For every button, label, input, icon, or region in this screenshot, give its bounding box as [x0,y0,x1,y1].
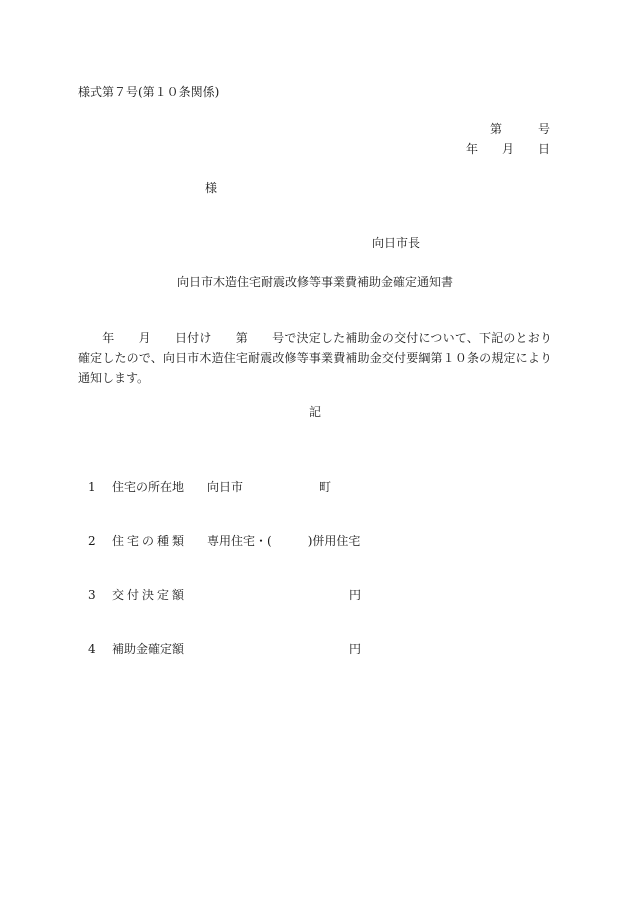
issuer: 向日市長 [372,236,421,250]
item-number: 3 [88,588,96,602]
item-label: 交付決定額 [112,588,184,602]
item-label: 補助金確定額 [112,642,185,656]
recipient: 様 [205,181,218,195]
item-label: 住宅の種類 [112,534,184,548]
item-yen: 円 [349,588,362,602]
document-date [466,143,550,155]
date-day: 日 [537,142,550,156]
body-year: 年 [102,331,115,345]
item-number: 1 [88,480,96,494]
body-paragraph [78,328,552,388]
item-yen: 円 [349,642,362,656]
body-number-prefix: 第 [235,331,248,345]
body-date-suffix: 日付け [174,331,212,345]
body-month: 月 [138,331,151,345]
date-month: 月 [501,142,514,156]
item-label: 住宅の所在地 [112,480,185,494]
number-suffix: 号 [537,122,550,136]
housing-type-b: )併用住宅 [307,534,361,548]
housing-type-a: 専用住宅・( [207,534,272,548]
item-number: 4 [88,642,96,656]
body-text: 号で決定した補助金の交付について、下記のとおり確定したので、向日市木造住宅耐震改修等事業費補助金交付要綱第１０条の規定により通知します。 [78,331,552,385]
location-town: 町 [319,480,332,494]
item-value [207,535,360,547]
location-city: 向日市 [207,480,244,494]
number-prefix: 第 [489,122,502,136]
item-value [207,481,331,493]
form-label: 様式第７号(第１０条関係) [78,85,220,99]
document-title: 向日市木造住宅耐震改修等事業費補助金確定通知書 [176,275,453,289]
date-year: 年 [465,142,478,156]
ki-heading: 記 [308,405,321,419]
document-number [490,123,550,135]
item-number: 2 [88,534,96,548]
